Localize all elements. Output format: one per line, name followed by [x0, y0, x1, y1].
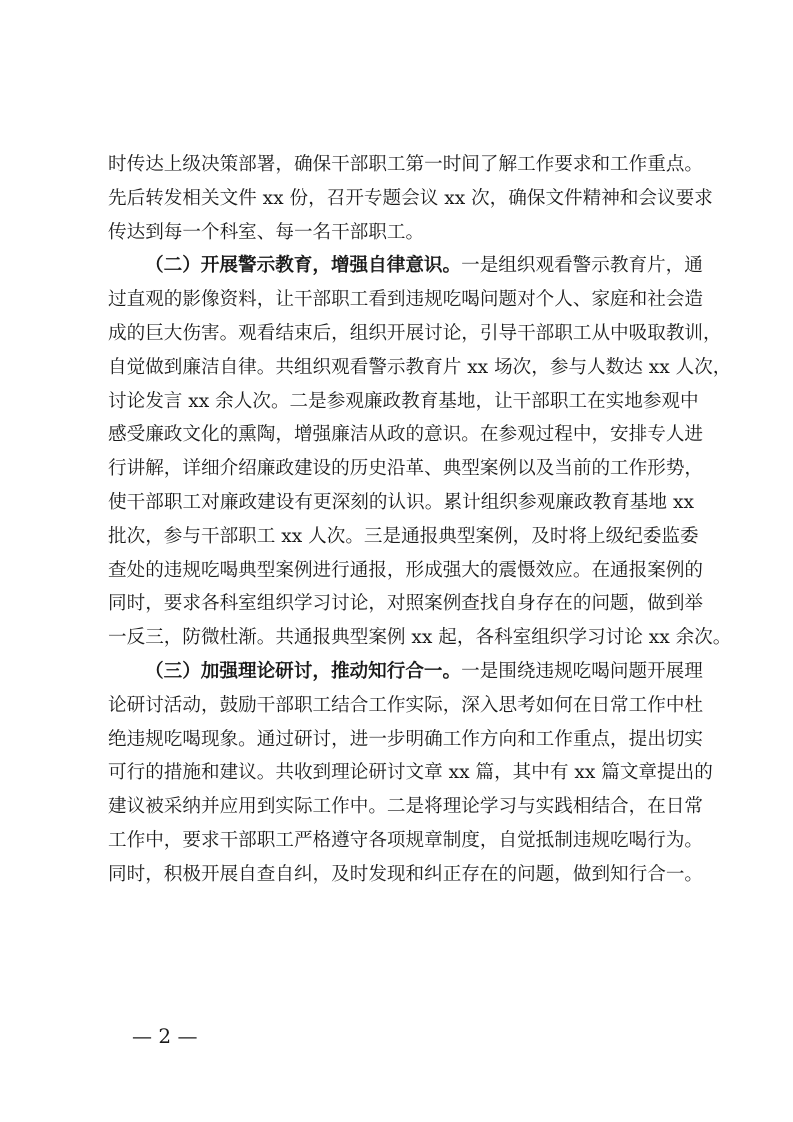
text-line: 可行的措施和建议。共收到理论研讨文章 xx 篇，其中有 xx 篇文章提出的 — [108, 762, 713, 784]
text-line: 过直观的影像资料，让干部职工看到违规吃喝问题对个人、家庭和社会造 — [108, 289, 704, 311]
paragraph-1 — [108, 148, 713, 249]
text-line: 使干部职工对廉政建设有更深刻的认识。累计组织参观廉政教育基地 xx — [108, 491, 694, 513]
page-number: — 2 — — [132, 1024, 198, 1048]
text-line: 感受廉政文化的熏陶，增强廉洁从政的意识。在参观过程中，安排专人进 — [108, 424, 704, 446]
paragraph-3 — [108, 655, 713, 892]
text-line: 绝违规吃喝现象。通过研讨，进一步明确工作方向和工作重点，提出切实 — [108, 728, 704, 750]
text-line: 同时，积极开展自查自纠，及时发现和纠正存在的问题，做到知行合一。 — [108, 863, 704, 885]
text-line: 时传达上级决策部署，确保干部职工第一时间了解工作要求和工作重点。 — [108, 154, 704, 175]
text-line: 建议被采纳并应用到实际工作中。二是将理论学习与实践相结合，在日常 — [108, 796, 704, 818]
text-line: 批次，参与干部职工 xx 人次。三是通报典型案例，及时将上级纪委监委 — [108, 525, 699, 547]
text-line: 行讲解，详细介绍廉政建设的历史沿革、典型案例以及当前的工作形势， — [108, 458, 704, 480]
text-line: 传达到每一个科室、每一名干部职工。 — [108, 221, 425, 243]
text-run: 一是组织观看警示教育片，通 — [461, 255, 703, 277]
body-text — [108, 148, 732, 892]
text-line — [108, 655, 703, 689]
text-line: 查处的违规吃喝典型案例进行通报，形成强大的震慑效应。在通报案例的 — [108, 559, 704, 581]
section-heading-3: （三）加强理论研讨，推动知行合一。 — [145, 660, 462, 682]
text-line: 成的巨大伤害。观看结束后，组织开展讨论，引导干部职工从中吸取教训， — [108, 322, 722, 344]
text-line: 讨论发言 xx 余人次。二是参观廉政教育基地，让干部职工在实地参观中 — [108, 390, 699, 412]
text-line — [108, 249, 703, 283]
text-line: 一反三，防微杜渐。共通报典型案例 xx 起，各科室组织学习讨论 xx 余次。 — [108, 627, 732, 649]
text-line: 论研讨活动，鼓励干部职工结合工作实际，深入思考如何在日常工作中杜 — [108, 694, 704, 716]
text-line: 工作中，要求干部职工严格遵守各项规章制度，自觉抵制违规吃喝行为。 — [108, 829, 704, 851]
text-run: 一是围绕违规吃喝问题开展理 — [461, 660, 703, 682]
paragraph-2 — [108, 249, 732, 655]
section-heading-2: （二）开展警示教育，增强自律意识。 — [145, 255, 462, 277]
text-line: 自觉做到廉洁自律。共组织观看警示教育片 xx 场次，参与人数达 xx 人次， — [108, 356, 732, 378]
text-line: 先后转发相关文件 xx 份，召开专题会议 xx 次，确保文件精神和会议要求 — [108, 187, 713, 209]
text-line: 同时，要求各科室组织学习讨论，对照案例查找自身存在的问题，做到举 — [108, 593, 704, 615]
